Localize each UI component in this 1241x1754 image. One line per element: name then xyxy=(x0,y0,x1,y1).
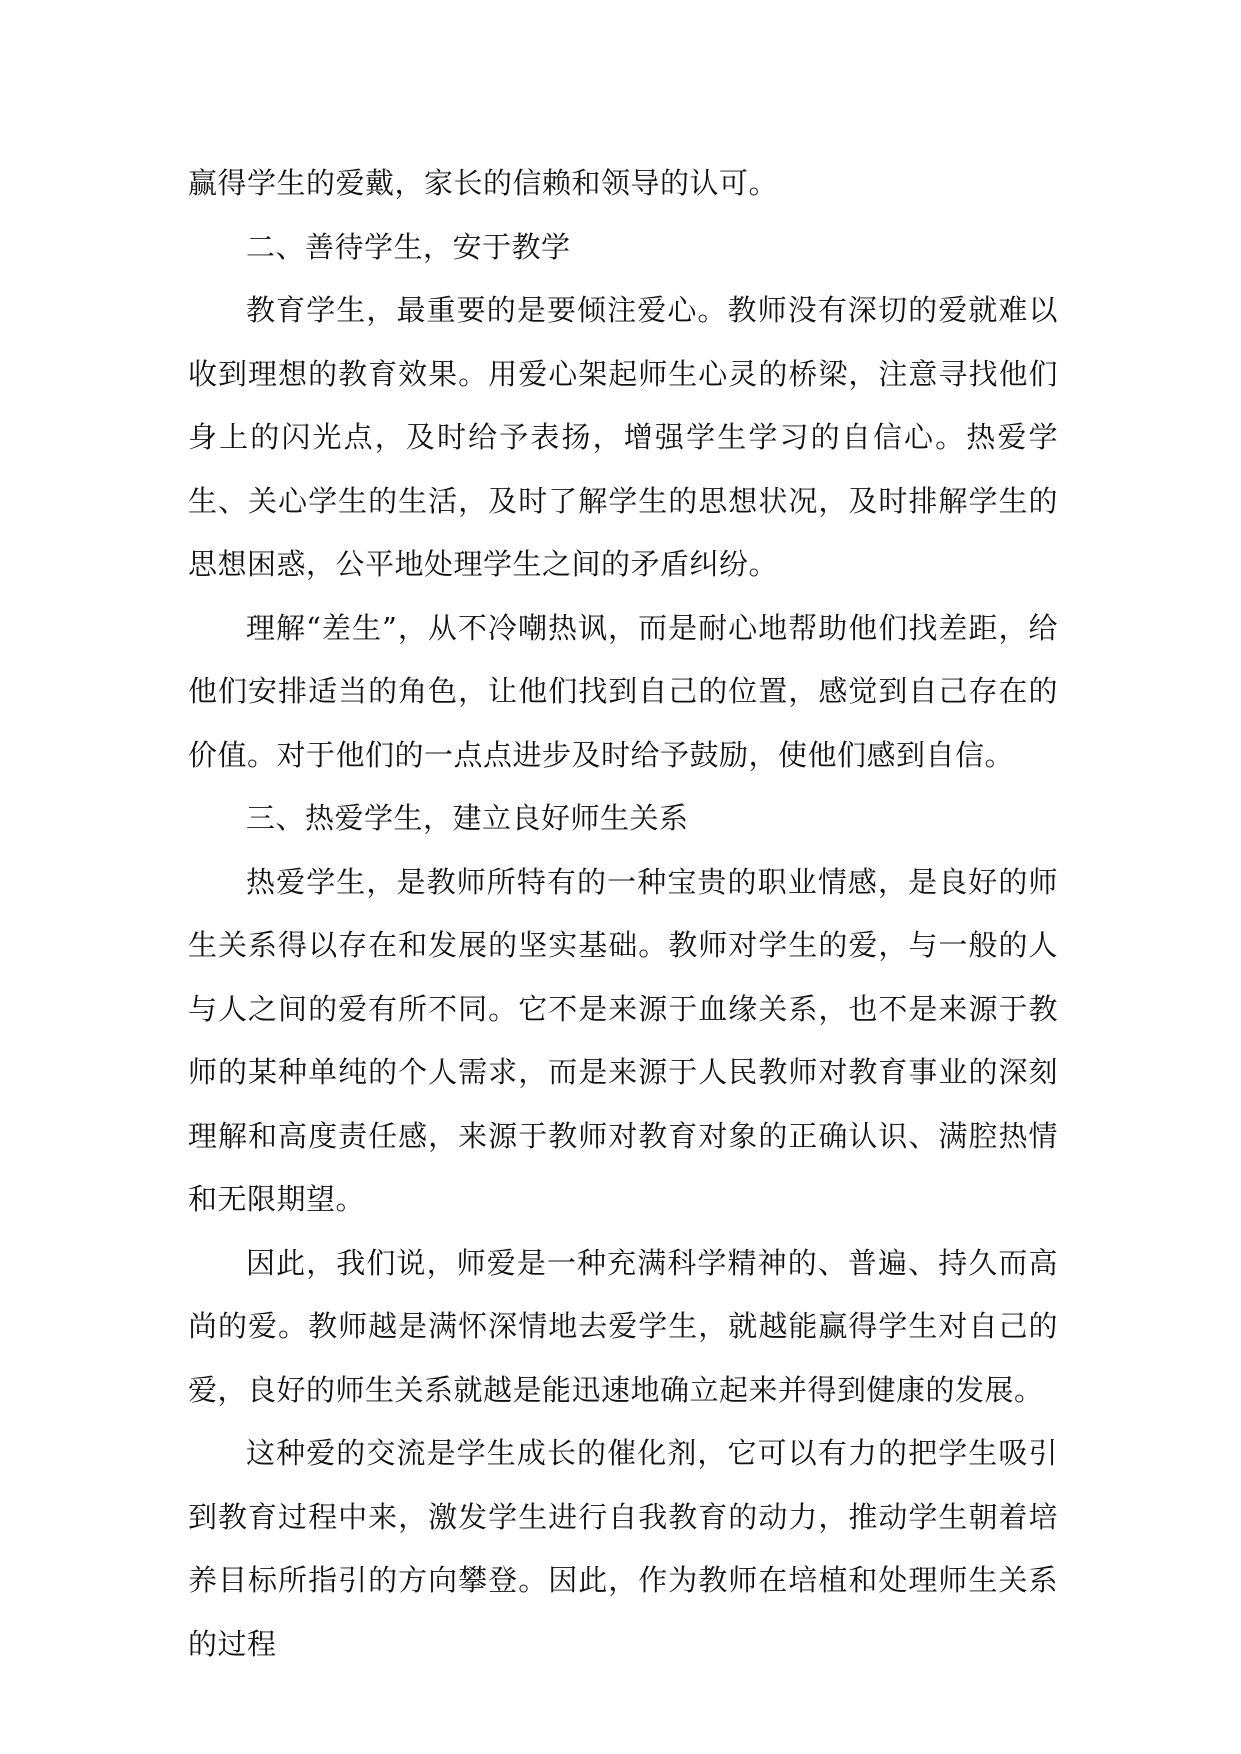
paragraph: 理解“差生”，从不冷嘲热讽，而是耐心地帮助他们找差距，给他们安排适当的角色，让他们找到自己的位置，感觉到自己存在的价值。对于他们的一点点进步及时给予鼓励，使他们感到自信。 xyxy=(188,610,1058,772)
section-heading-2: 二、善待学生，安于教学 xyxy=(246,229,571,264)
document-body xyxy=(188,152,1058,1676)
paragraph: 这种爱的交流是学生成长的催化剂，它可以有力的把学生吸引到教育过程中来，激发学生进行自我教育的动力，推动学生朝着培养目标所指引的方向攀登。因此，作为教师在培植和处理师生关系的过程 xyxy=(188,1436,1058,1661)
paragraph: 教育学生，最重要的是要倾注爱心。教师没有深切的爱就难以收到理想的教育效果。用爱心架起师生心灵的桥梁，注意寻找他们身上的闪光点，及时给予表扬，增强学生学习的自信心。热爱学生、关心学生的生活，及时了解学生的思想状况，及时排解学生的思想困惑，公平地处理学生之间的矛盾纠纷。 xyxy=(188,293,1058,581)
paragraph: 热爱学生，是教师所特有的一种宝贵的职业情感，是良好的师生关系得以存在和发展的坚实基础。教师对学生的爱，与一般的人与人之间的爱有所不同。它不是来源于血缘关系，也不是来源于教师的某种单纯的个人需求，而是来源于人民教师对教育事业的深刻理解和高度责任感，来源于教师对教育对象的正确认识、满腔热情和无限期望。 xyxy=(188,864,1058,1216)
paragraph: 因此，我们说，师爱是一种充满科学精神的、普遍、持久而高尚的爱。教师越是满怀深情地去爱学生，就越能赢得学生对自己的爱，良好的师生关系就越是能迅速地确立起来并得到健康的发展。 xyxy=(188,1245,1058,1407)
section-heading-3: 三、热爱学生，建立良好师生关系 xyxy=(246,801,689,835)
paragraph-continuation: 赢得学生的爱戴，家长的信赖和领导的认可。 xyxy=(188,166,779,200)
